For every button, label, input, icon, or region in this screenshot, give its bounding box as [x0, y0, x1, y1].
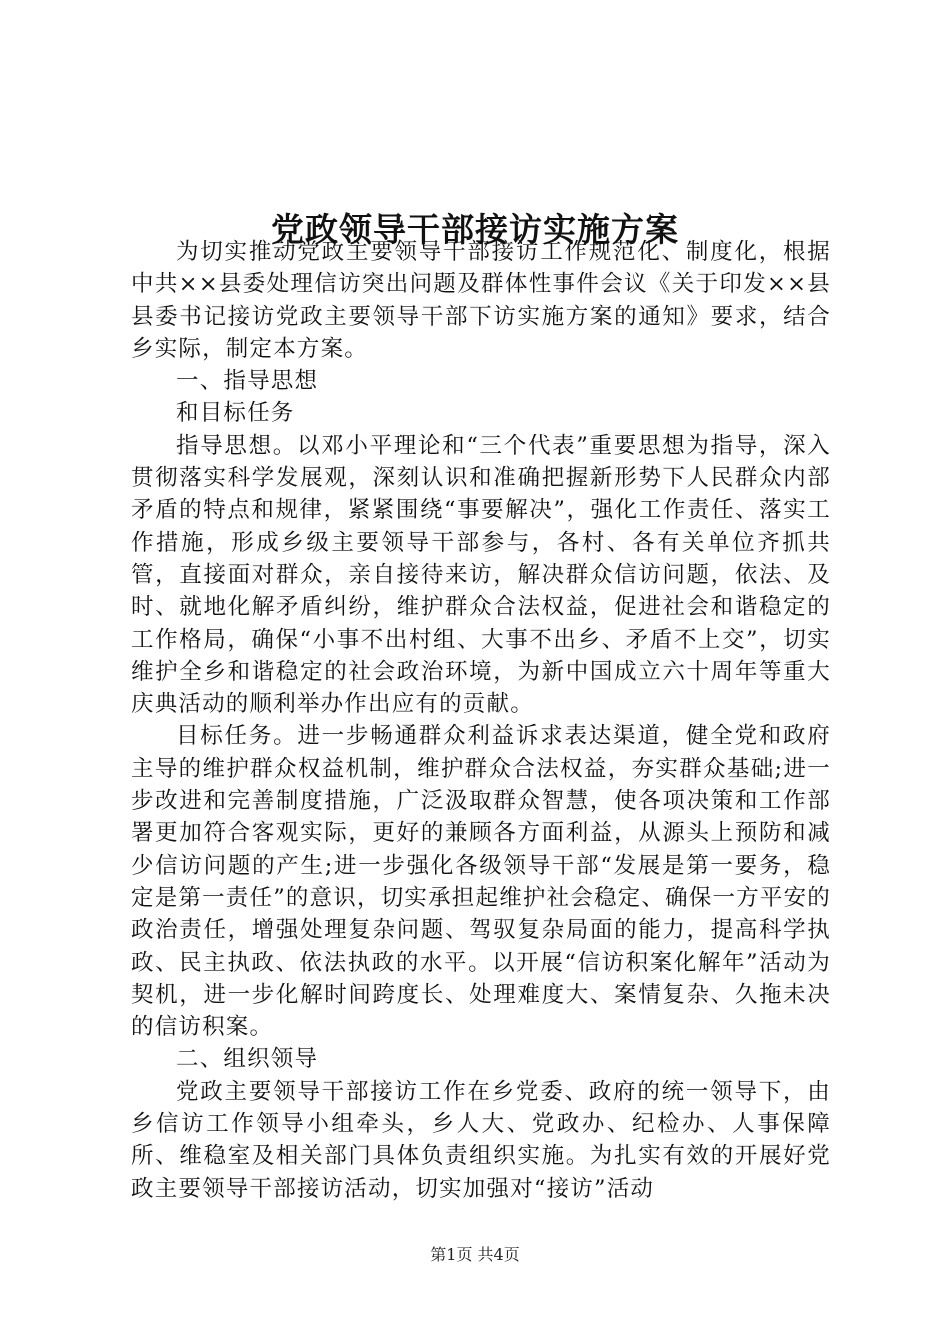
paragraph-guiding-ideology: 指导思想。以邓小平理论和“三个代表”重要思想为指导，深入贯彻落实科学发展观，深刻认识和准确把握新形势下人民群众内部矛盾的特点和规律，紧紧围绕“事要解决”，强化工作责任、落实工作措施，形成乡级主要领导干部参与，各村、各有关单位齐抓共管，直接面对群众，亲自接待来访，解决群众信访问题，依法、及时、就地化解矛盾纠纷，维护群众合法权益，促进社会和谐稳定的工作格局，确保“小事不出村组、大事不出乡、矛盾不上交”，切实维护全乡和谐稳定的社会政治环境，为新中国成立六十周年等重大庆典活动的顺利举办作出应有的贡献。	[131, 432, 831, 718]
page-number-footer: 第1页 共4页	[430, 1245, 520, 1264]
document-body	[131, 236, 831, 1205]
paragraph-intro: 为切实推动党政主要领导干部接访工作规范化、制度化，根据中共××县委处理信访突出问题及群体性事件会议《关于印发××县县委书记接访党政主要领导干部下访实施方案的通知》要求，结合乡实际，制定本方案。	[131, 239, 831, 362]
document-title: 党政领导干部接访实施方案	[271, 210, 679, 250]
section-heading-guiding-ideology: 一、指导思想	[176, 368, 319, 395]
section-heading-organization: 二、组织领导	[176, 1046, 319, 1073]
section-heading-continuation: 和目标任务	[176, 400, 295, 427]
paragraph-organization: 党政主要领导干部接访工作在乡党委、政府的统一领导下，由乡信访工作领导小组牵头，乡人大、党政办、纪检办、人事保障所、维稳室及相关部门具体负责组织实施。为扎实有效的开展好党政主要领导干部接访活动，切实加强对“接访”活动	[131, 1078, 831, 1202]
paragraph-target-tasks: 目标任务。进一步畅通群众利益诉求表达渠道，健全党和政府主导的维护群众权益机制，维护群众合法权益，夯实群众基础;进一步改进和完善制度措施，广泛汲取群众智慧，使各项决策和工作部署更加符合客观实际，更好的兼顾各方面利益，从源头上预防和减少信访问题的产生;进一步强化各级领导干部“发展是第一要务，稳定是第一责任”的意识，切实承担起维护社会稳定、确保一方平安的政治责任，增强处理复杂问题、驾驭复杂局面的能力，提高科学执政、民主执政、依法执政的水平。以开展“信访积案化解年”活动为契机，进一步化解时间跨度长、处理难度大、案情复杂、久拖未决的信访积案。	[131, 723, 832, 1041]
